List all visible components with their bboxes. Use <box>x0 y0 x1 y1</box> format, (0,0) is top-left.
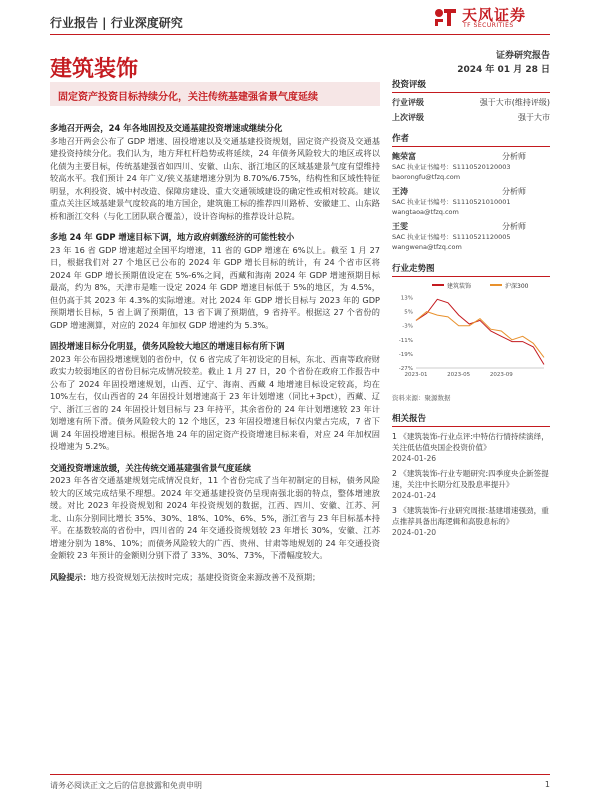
section-body: 23 年 16 省 GDP 增速超过全国平均增速，11 省的 GDP 增速在 6%以上。截至 1 月 27 日，根据我们对 27 个地区已公布的 2024 年 GDP 增长目标的统计，有 24 个省市区将 2024 年 GDP 增长预期值设定在 5%-6%之间，西藏和海南 2024 年 GDP 增速预期目标最高，约为 8%，天津市是唯一设定 2024 年 GDP 增速目标低于 5%的地区，为 4.5%，但仍高于其 2023 年 4.3%的实际增速。对比 2024 年 GDP 增长目标与 2023 年的 GDP 预期增长目标，5 省上调了预期值，13 省下调了预期值，9 省持平。根据这 27 个省份的 GDP 增速测算，对应的 2024 年加权 GDP 增速约为 5.3%。 <box>50 244 380 330</box>
related-report-date: 2024-01-24 <box>392 491 437 500</box>
section-body: 2023 年公布固投增速规划的省份中，仅 6 省完成了年初设定的目标，东北、西南等政府财政实力较弱地区的省份目标完成情况较差。截止 1 月 27 日，20 个省份在政府工作报告中公布了 2024 年固投增速规划，山西、辽宁、海南、西藏 4 地增速目标设定较高，均在 10%左右，仅山西省的 24 年固投计划增速高于 23 年计划增速（同比+3pct），西藏、辽宁、浙江三省的 24 年固投计划目标与 23 年持平，其余省份的 24 年计划增速较 23 年计划增速有所下滑。债务风险较大的 12 个地区，23 年固投增速目标仅内蒙古完成，7 省下调 24 年固投增速目标。根据各地 24 年的固定资产投资增速目标来看，对应 24 年加权固投增速为 5.2%。 <box>50 353 380 451</box>
trend-chart-svg <box>392 280 550 385</box>
chart-source: 资料来源：聚源数据 <box>392 394 451 402</box>
related-report[interactable] <box>392 505 550 538</box>
legend-label: 建筑装饰 <box>447 283 472 290</box>
rating-panel <box>392 78 550 123</box>
rating-value: 强于大市(维持评级) <box>479 98 550 107</box>
risk-label: 风险提示： <box>50 571 91 582</box>
x-tick-label: 2023-01 <box>404 372 428 378</box>
related-report-title[interactable]: 1 《建筑装饰-行业点评:中特估行情持续演绎，关注低估值央国企投资价值》 <box>392 432 549 452</box>
related-report[interactable] <box>392 431 550 464</box>
y-tick-label: -19% <box>398 351 413 358</box>
section-heading: 多地召开两会，24 年各地固投及交通基建投资增速或继续分化 <box>50 123 283 133</box>
author-name: 王涛 <box>392 187 408 196</box>
author-role: 分析师 <box>502 187 526 196</box>
section <box>50 340 380 453</box>
author-email[interactable]: wangtaoa@tfzq.com <box>392 208 459 216</box>
report-date: 2024 年 01 月 28 日 <box>457 65 550 75</box>
author-entry <box>392 222 550 252</box>
trend-chart <box>392 280 550 385</box>
author-email[interactable]: wangwena@tfzq.com <box>392 243 462 251</box>
page-title: 建筑装饰 <box>50 57 139 82</box>
y-tick-label: 13% <box>400 295 413 302</box>
author-cert: SAC 执业证书编号：S1110521010001 <box>392 198 511 206</box>
section-heading: 交通投资增速放缓，关注传统交通基建强省景气度延续 <box>50 462 251 473</box>
related-report-date: 2024-01-26 <box>392 454 437 463</box>
risk-text: 地方投资规划无法按时完成；基建投资资金来源改善不及预期； <box>90 571 321 582</box>
footer-disclaimer: 请务必阅读正文之后的信息披露和免责申明 <box>50 781 202 790</box>
author-role: 分析师 <box>502 222 526 231</box>
logo-text: 天风证券 <box>462 6 527 24</box>
rating-row <box>392 97 550 108</box>
y-tick-label: -3% <box>402 323 413 330</box>
breadcrumb: 行业报告 | 行业深度研究 <box>50 16 183 30</box>
logo-icon <box>432 6 458 28</box>
author-cert: SAC 执业证书编号：S1110521120005 <box>392 233 511 241</box>
series-line <box>416 312 544 358</box>
section-body: 2023 年各省交通基建规划完成情况良好，11 个省份完成了当年初制定的目标，债务风险较大的区域完成结果不理想。2024 年交通基建投资仍呈现南强北弱的特点，整体增速放缓。对比 2023 年投资规划和 2024 年投资规划的数据，江西、四川、安徽、江苏、河北、山东分别同比增长 35%、30%、18%、10%、6%、5%，浙江省与 23 年目标基本持平。在基数较高的省份中，四川省的 24 年交通投资规划较 23 年增长 30%，安徽、江苏增速分别为 18%、10%；而债务风险较大的广西、贵州、甘肃等地规划的 24 年交通投资金额较 23 年预计的金额则分别下滑了 33%、30%、73%，下滑幅度较大。 <box>50 475 380 560</box>
logo <box>432 4 550 30</box>
main-content <box>50 122 380 583</box>
section-heading: 多地 24 年 GDP 增速目标下调，地方政府刺激经济的可能性较小 <box>50 232 295 242</box>
author-entry <box>392 187 550 217</box>
author-cert: SAC 执业证书编号：S1110520120003 <box>392 163 511 171</box>
legend-label: 沪深300 <box>505 283 529 290</box>
rating-label: 行业评级 <box>392 98 424 107</box>
rating-row <box>392 112 550 123</box>
related-report-date: 2024-01-20 <box>392 528 437 537</box>
author-name: 鲍荣富 <box>392 152 416 161</box>
rating-heading: 投资评级 <box>392 78 550 93</box>
authors-heading: 作者 <box>392 132 550 147</box>
section-body: 多地召开两会公布了 GDP 增速、固投增速以及交通基建投资规划，固定资产投资及交通基建投资持续分化。我们认为，地方拜杠杆趋势或将延续，24 年债务风险较大的地区或将以化债为主要目标，传统基建强省如四川、安徽、山东、浙江地区的区域基建景气度有望维持较高水平。我们预计 24 年广义/狭义基建增速分别为 8.70%/6.75%，结构性和区域性特征明显，水利投资、城中村改造、保障房建设、重大交通领域建设的确定性或相对较高。建议重点关注区域基建景气度较高的地方国企，建筑施工标的推荐四川路桥、安徽建工、山东路桥和浙江交科（与化工团队联合覆盖），设计咨询标的推荐设计总院。 <box>50 135 380 221</box>
related-report-title[interactable]: 3 《建筑装饰-行业研究周报:基建增速强劲，重点推荐具备出海逻辑和高股息标的》 <box>392 506 549 526</box>
report-type: 证券研究报告 <box>495 51 550 61</box>
related-panel <box>392 412 550 542</box>
related-heading: 相关报告 <box>392 412 550 427</box>
y-tick-label: -11% <box>398 337 413 344</box>
section <box>50 231 380 331</box>
x-tick-label: 2023-09 <box>489 372 513 378</box>
rating-value: 强于大市 <box>518 113 550 122</box>
trend-heading: 行业走势图 <box>392 262 550 277</box>
related-report[interactable] <box>392 468 550 501</box>
section <box>50 462 380 562</box>
rating-label: 上次评级 <box>392 113 424 122</box>
y-tick-label: -27% <box>398 366 413 372</box>
logo-subtext: TF SECURITIES <box>463 22 514 29</box>
subtitle: 固定资产投资目标持续分化，关注传统基建强省景气度延续 <box>58 92 318 103</box>
authors-panel <box>392 132 550 252</box>
author-entry <box>392 152 550 182</box>
trend-panel <box>392 262 550 277</box>
author-role: 分析师 <box>502 152 526 161</box>
related-report-title[interactable]: 2 《建筑装饰-行业专题研究:四季度央企新签提速，关注中长期分红及股息率提升》 <box>392 469 549 489</box>
header-divider <box>50 34 550 35</box>
risk-warning <box>50 571 380 584</box>
series-line <box>416 299 544 364</box>
author-name: 王雯 <box>392 222 408 231</box>
footer-divider <box>50 774 550 775</box>
author-email[interactable]: baorongfu@tfzq.com <box>392 173 461 181</box>
y-tick-label: 5% <box>404 309 413 316</box>
page-number: 1 <box>544 780 550 789</box>
section <box>50 122 380 222</box>
x-tick-label: 2023-05 <box>447 372 471 378</box>
section-heading: 固投增速目标分化明显，债务风险较大地区的增速目标有所下调 <box>50 341 285 351</box>
